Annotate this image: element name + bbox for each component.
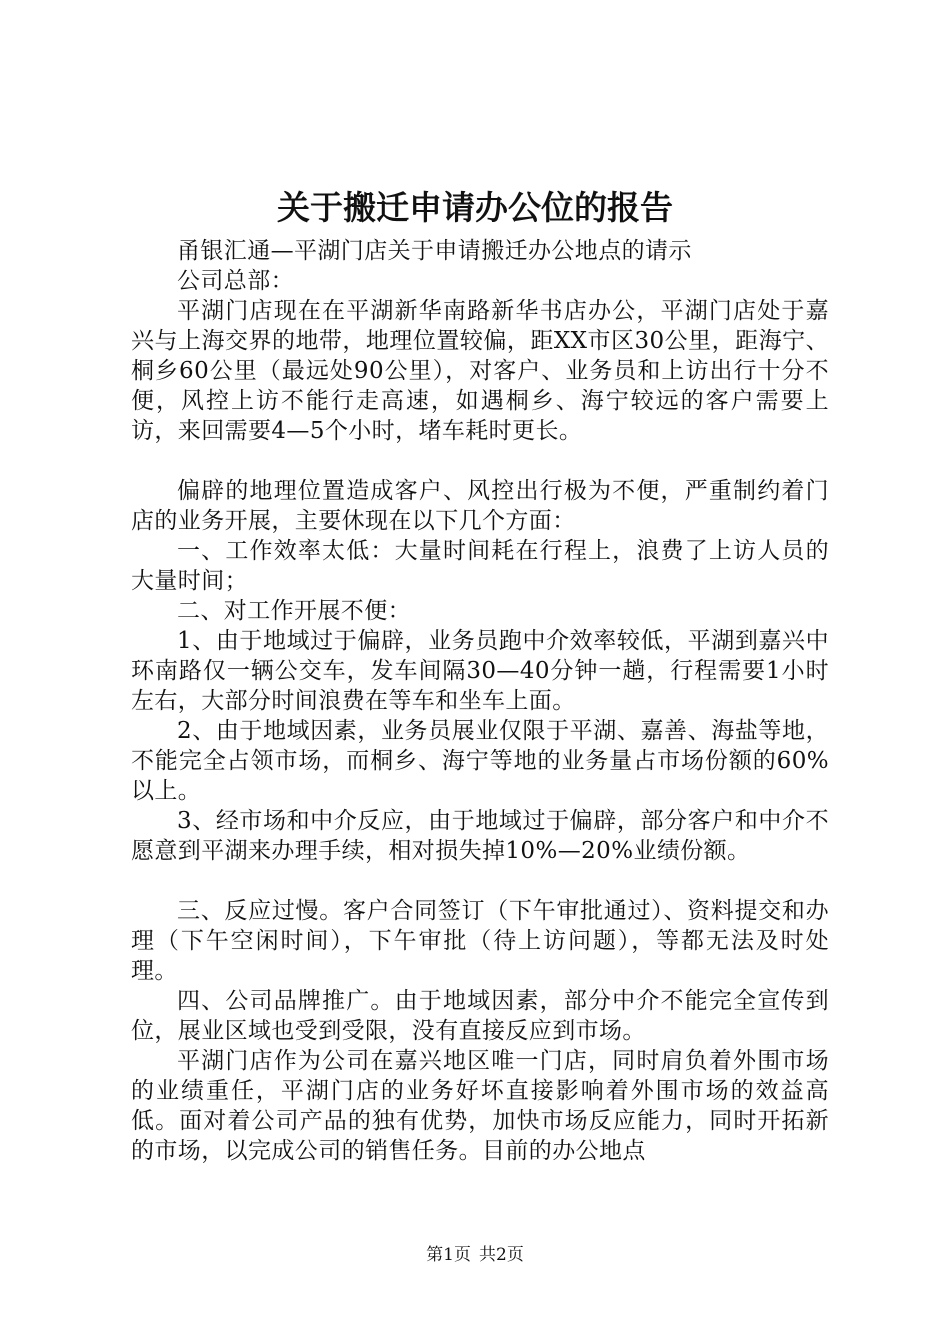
page-total: 共2页 <box>479 1245 524 1265</box>
page-footer <box>0 1244 950 1266</box>
sub-point-paragraph: 3、经市场和中介反应，由于地域过于偏辟，部分客户和中介不愿意到平湖来办理手续，相对损失掉10%—20%业绩份额。 <box>131 808 829 864</box>
sub-point-paragraph: 1、由于地域过于偏辟，业务员跑中介效率较低，平湖到嘉兴中环南路仅一辆公交车，发车间隔30—40分钟一趟，行程需要1小时左右，大部分时间浪费在等车和坐车上面。 <box>131 628 829 714</box>
addressee: 公司总部： <box>177 268 294 294</box>
request-subject: 甬银汇通—平湖门店关于申请搬迁办公地点的请示 <box>177 238 692 264</box>
sub-point-paragraph: 2、由于地域因素，业务员展业仅限于平湖、嘉善、海盐等地，不能完全占领市场，而桐乡、海宁等地的业务量占市场份额的60%以上。 <box>131 718 829 804</box>
body-paragraph: 平湖门店作为公司在嘉兴地区唯一门店，同时肩负着外围市场的业绩重任，平湖门店的业务好坏直接影响着外围市场的效益高低。面对着公司产品的独有优势，加快市场反应能力，同时开拓新的市场，以完成公司的销售任务。目前的办公地点 <box>131 1048 829 1164</box>
body-paragraph: 偏辟的地理位置造成客户、风控出行极为不便，严重制约着门店的业务开展，主要休现在以下几个方面： <box>131 478 829 534</box>
page-number: 第1页 <box>426 1245 471 1265</box>
body-paragraph: 平湖门店现在在平湖新华南路新华书店办公，平湖门店处于嘉兴与上海交界的地带，地理位置较偏，距XX市区30公里，距海宁、桐乡60公里（最远处90公里），对客户、业务员和上访出行十分不便，风控上访不能行走高速，如遇桐乡、海宁较远的客户需要上访，来回需要4—5个小时，堵车耗时更长。 <box>131 298 829 444</box>
point-paragraph: 三、反应过慢。客户合同签订（下午审批通过）、资料提交和办理（下午空闲时间），下午审批（待上访问题），等都无法及时处理。 <box>131 898 829 984</box>
point-paragraph: 四、公司品牌推广。由于地域因素，部分中介不能完全宣传到位，展业区域也受到受限，没有直接反应到市场。 <box>131 988 829 1044</box>
document-title: 关于搬迁申请办公位的报告 <box>277 188 673 227</box>
document-body <box>131 236 829 1166</box>
point-paragraph: 一、工作效率太低：大量时间耗在行程上，浪费了上访人员的大量时间； <box>131 538 829 594</box>
point-paragraph: 二、对工作开展不便： <box>177 598 411 624</box>
